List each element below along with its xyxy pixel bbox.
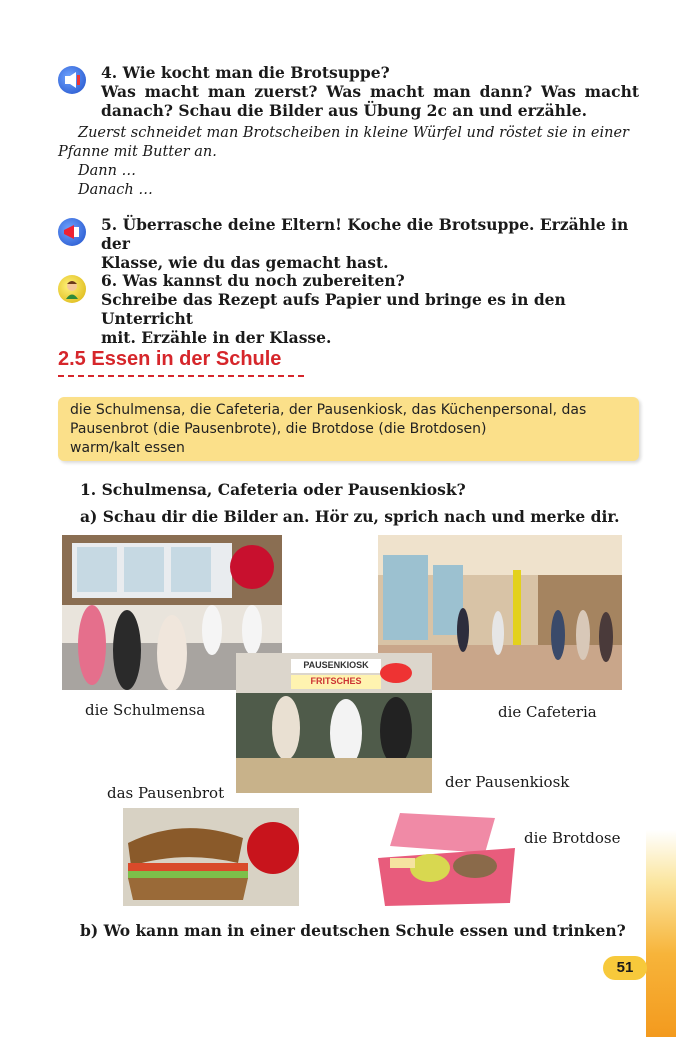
listen-speaker-icon — [58, 66, 86, 94]
task-4-answer — [58, 124, 643, 200]
kiosk-sign-top: PAUSENKIOSK — [303, 660, 369, 670]
task-4 — [101, 63, 639, 120]
section-underline — [58, 375, 304, 377]
exercise-1b: b) Wo kann man in einer deutschen Schule essen und trinken? — [80, 921, 626, 940]
answer-line-4: Danach … — [78, 182, 153, 198]
task-6-line2: Schreibe das Rezept aufs Papier und bringe es in den Unterricht — [101, 290, 566, 328]
answer-line-1: Zuerst schneidet man Brotscheiben in kleine Würfel und röstet sie in einer — [78, 125, 629, 141]
task-5-line2: Klasse, wie du das gemacht hast. — [101, 253, 389, 272]
caption-schulmensa: die Schulmensa — [85, 701, 206, 719]
answer-line-2: Pfanne mit Butter an. — [58, 144, 217, 160]
task-6 — [101, 271, 641, 347]
brotdose-photo — [370, 808, 520, 908]
vocab-line-1: die Schulmensa, die Cafeteria, der Pausenkiosk, das Küchenpersonal, das — [70, 402, 587, 418]
writing-student-icon — [58, 275, 86, 303]
pausenkiosk-photo — [236, 653, 432, 793]
caption-brotdose: die Brotdose — [524, 829, 621, 847]
caption-pausenbrot: das Pausenbrot — [107, 784, 225, 802]
vocab-line-2: Pausenbrot (die Pausenbrote), die Brotdose (die Brotdosen) — [70, 421, 487, 437]
answer-line-3: Dann … — [78, 163, 137, 179]
caption-pausenkiosk: der Pausenkiosk — [445, 773, 570, 791]
task-6-line3: mit. Erzähle in der Klasse. — [101, 328, 332, 347]
task-4-line2: Was macht man zuerst? Was macht man dann? Was macht — [101, 82, 639, 101]
kiosk-sign-bottom: FRITSCHES — [310, 676, 362, 686]
task-4-line3: danach? Schau die Bilder aus Übung 2c an und erzähle. — [101, 101, 588, 120]
page-number: 51 — [603, 956, 647, 980]
task-4-title: 4. Wie kocht man die Brotsuppe? — [101, 63, 390, 82]
task-6-line1: 6. Was kannst du noch zubereiten? — [101, 271, 405, 290]
exercise-1a: a) Schau dir die Bilder an. Hör zu, sprich nach und merke dir. — [80, 507, 620, 526]
caption-cafeteria: die Cafeteria — [498, 703, 597, 721]
exercise-1-title: 1. Schulmensa, Cafeteria oder Pausenkiosk? — [80, 480, 466, 499]
task-5-line1: 5. Überrasche deine Eltern! Koche die Brotsuppe. Erzähle in der — [101, 215, 629, 253]
vocabulary-box — [58, 397, 639, 461]
vocab-line-3: warm/kalt essen — [70, 440, 185, 456]
page-edge-decoration — [646, 830, 676, 1037]
pausenbrot-photo — [123, 808, 299, 906]
task-5 — [101, 215, 641, 272]
section-title: 2.5 Essen in der Schule — [58, 348, 282, 370]
megaphone-icon — [58, 218, 86, 246]
